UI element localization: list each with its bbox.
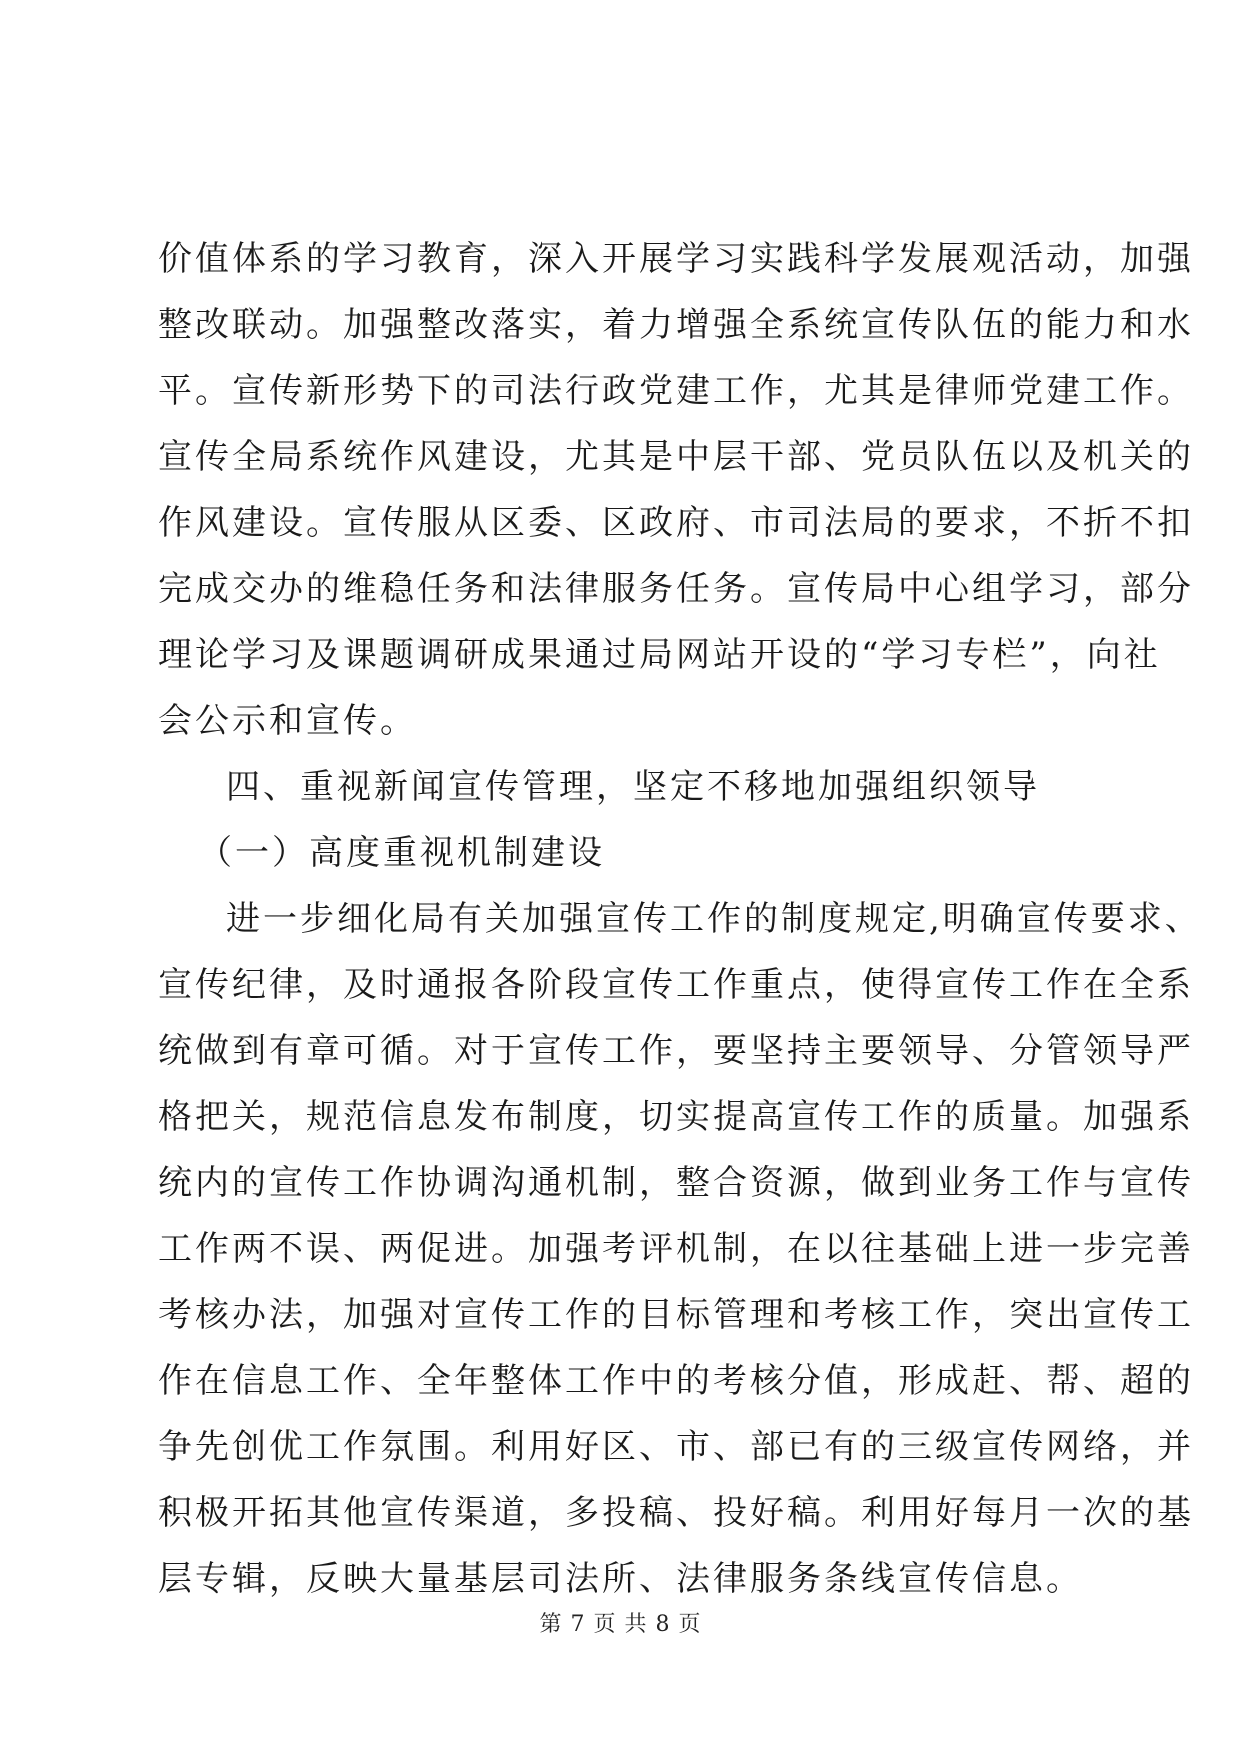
paragraph-line: 考核办法，加强对宣传工作的目标管理和考核工作，突出宣传工 <box>158 1295 1194 1335</box>
paragraph-line: 积极开拓其他宣传渠道，多投稿、投好稿。利用好每月一次的基 <box>158 1493 1194 1533</box>
paragraph-line: 理论学习及课题调研成果通过局网站开设的“学习专栏”，向社 <box>158 635 1161 675</box>
paragraph-line: 进一步细化局有关加强宣传工作的制度规定,明确宣传要求、 <box>226 899 1202 939</box>
document-body <box>158 226 1202 1612</box>
paragraph-line: 会公示和宣传。 <box>158 701 417 741</box>
page-footer: 第 7 页 共 8 页 <box>539 1612 702 1637</box>
subsection-heading: （一）高度重视机制建设 <box>198 833 605 873</box>
section-heading: 四、重视新闻宣传管理，坚定不移地加强组织领导 <box>226 767 1040 807</box>
paragraph-line: 工作两不误、两促进。加强考评机制，在以往基础上进一步完善 <box>158 1229 1194 1269</box>
paragraph-line: 整改联动。加强整改落实，着力增强全系统宣传队伍的能力和水 <box>158 305 1194 345</box>
paragraph-line: 完成交办的维稳任务和法律服务任务。宣传局中心组学习，部分 <box>158 569 1194 609</box>
paragraph-line: 宣传全局系统作风建设，尤其是中层干部、党员队伍以及机关的 <box>158 437 1194 477</box>
paragraph-line: 平。宣传新形势下的司法行政党建工作，尤其是律师党建工作。 <box>158 371 1194 411</box>
paragraph-line: 作在信息工作、全年整体工作中的考核分值，形成赶、帮、超的 <box>158 1361 1194 1401</box>
paragraph-line: 统内的宣传工作协调沟通机制，整合资源，做到业务工作与宣传 <box>158 1163 1194 1203</box>
paragraph-line: 作风建设。宣传服从区委、区政府、市司法局的要求，不折不扣 <box>158 503 1194 543</box>
paragraph-line: 争先创优工作氛围。利用好区、市、部已有的三级宣传网络，并 <box>158 1427 1194 1467</box>
paragraph-line: 统做到有章可循。对于宣传工作，要坚持主要领导、分管领导严 <box>158 1031 1194 1071</box>
paragraph-line: 格把关，规范信息发布制度，切实提高宣传工作的质量。加强系 <box>158 1097 1194 1137</box>
paragraph-line: 价值体系的学习教育，深入开展学习实践科学发展观活动，加强 <box>158 239 1194 279</box>
paragraph-line: 层专辑，反映大量基层司法所、法律服务条线宣传信息。 <box>158 1559 1083 1599</box>
paragraph-line: 宣传纪律，及时通报各阶段宣传工作重点，使得宣传工作在全系 <box>158 965 1194 1005</box>
